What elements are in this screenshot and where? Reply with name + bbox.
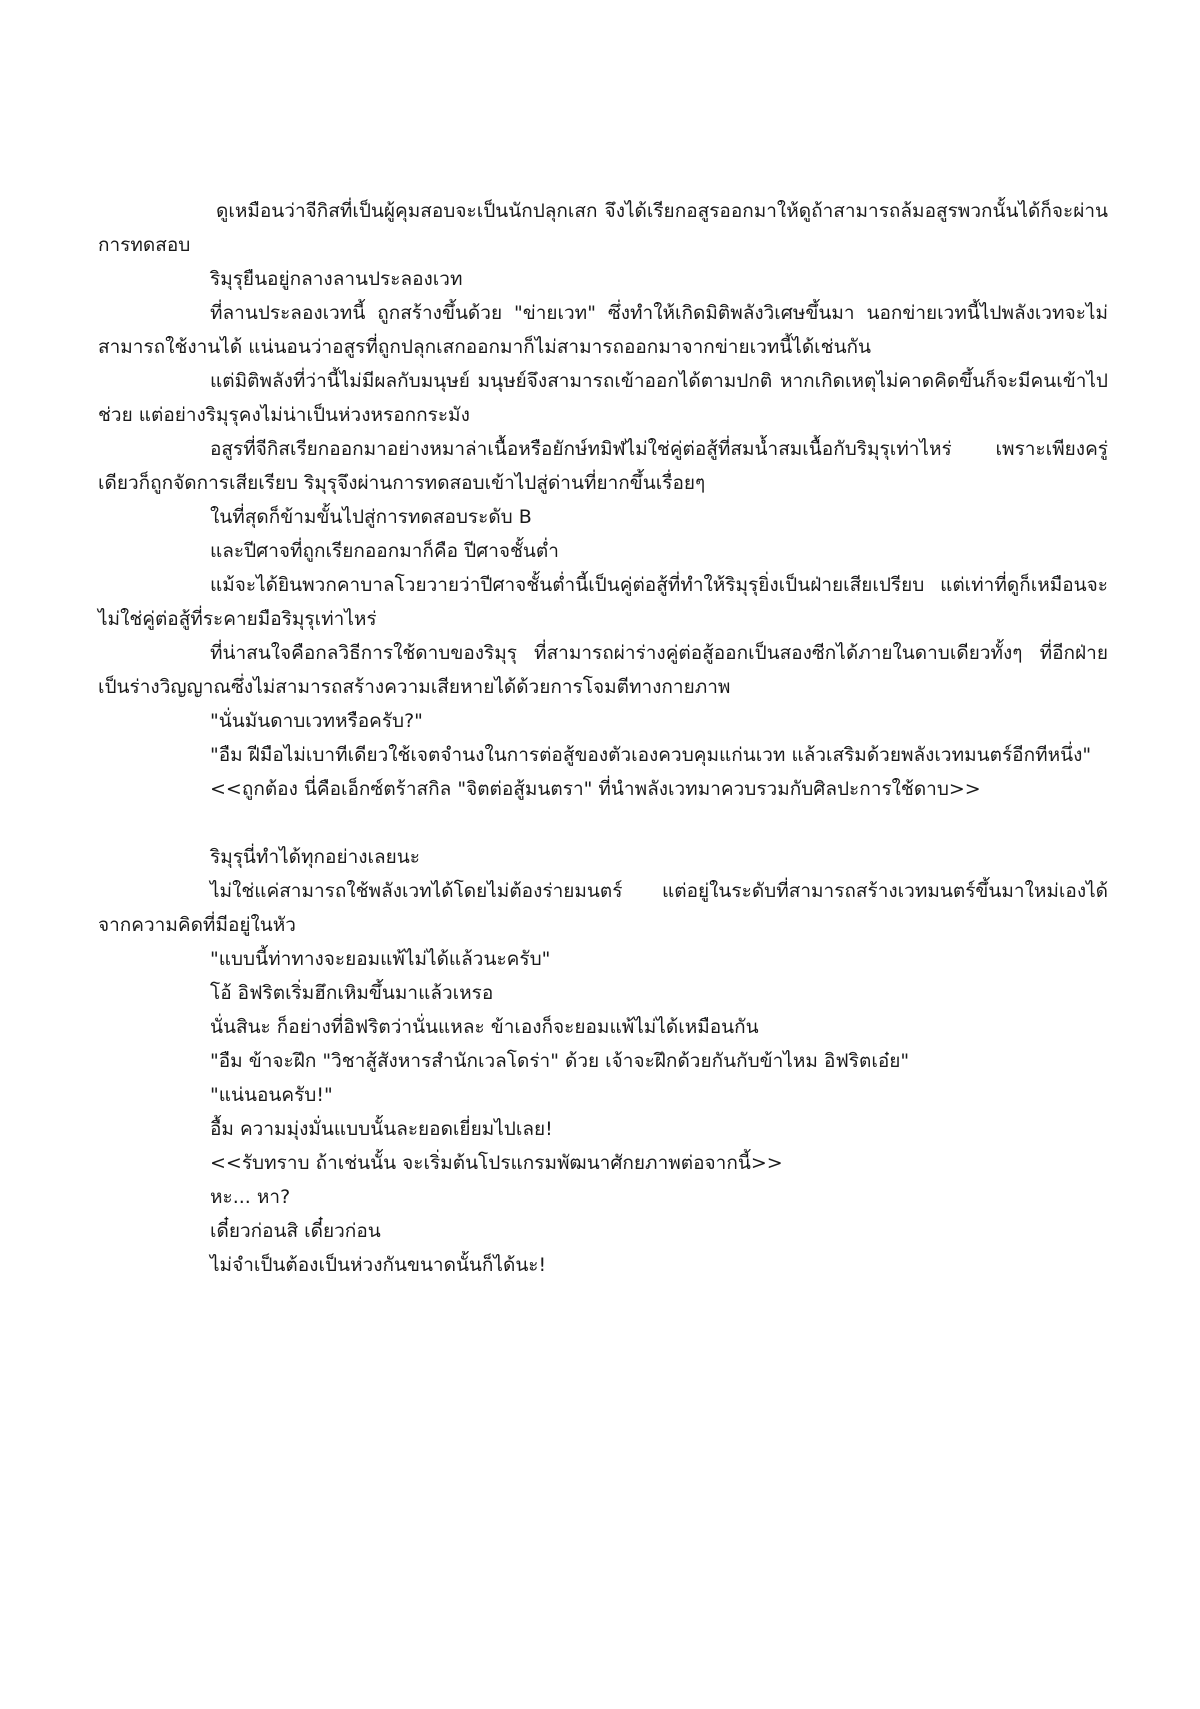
- paragraph: ไม่ใช่แค่สามารถใช้พลังเวทได้โดยไม่ต้องร่ายมนตร์ แต่อยู่ในระดับที่สามารถสร้างเวทมนตร์ขึ้นมาใหม่เองได้ จากความคิดที่มีอยู่ในหัว: [98, 880, 1108, 936]
- paragraph: ในที่สุดก็ข้ามขั้นไปสู่การทดสอบระดับ B: [210, 506, 532, 528]
- paragraph: <<ถูกต้อง นี่คือเอ็กซ์ตร้าสกิล "จิตต่อสู้มนตรา" ที่นำพลังเวทมาควบรวมกับศิลปะการใช้ดาบ>>: [210, 778, 981, 800]
- paragraph: อื้ม ความมุ่งมั่นแบบนั้นละยอดเยี่ยมไปเลย!: [210, 1118, 553, 1140]
- paragraph: <<รับทราบ ถ้าเช่นนั้น จะเริ่มต้นโปรแกรมพัฒนาศักยภาพต่อจากนี้>>: [210, 1152, 783, 1174]
- paragraph: ที่น่าสนใจคือกลวิธีการใช้ดาบของริมุรุ ที่สามารถผ่าร่างคู่ต่อสู้ออกเป็นสองซีกได้ภายในดาบเดียวทั้งๆ ที่อีกฝ่ายเป็นร่างวิญญาณซึ่งไม่สามารถสร้างความเสียหายได้ด้วยการโจมตีทางกายภาพ: [98, 642, 1108, 698]
- paragraph: ที่ลานประลองเวทนี้ ถูกสร้างขึ้นด้วย "ข่ายเวท" ซึ่งทำให้เกิดมิติพลังวิเศษขึ้นมา นอกข่ายเวทนี้ไปพลังเวทจะไม่สามารถใช้งานได้ แน่นอนว่าอสูรที่ถูกปลุกเสกออกมาก็ไม่สามารถออกมาจากข่ายเวทนี้ได้เช่นกัน: [98, 302, 1108, 358]
- paragraph: "นั่นมันดาบเวทหรือครับ?": [210, 710, 423, 732]
- paragraph-gap: [98, 806, 1108, 840]
- paragraph: โอ้ อิฟริตเริ่มฮึกเหิมขึ้นมาแล้วเหรอ: [210, 982, 494, 1004]
- paragraph: และปีศาจที่ถูกเรียกออกมาก็คือ ปีศาจชั้นต่ำ: [210, 540, 559, 562]
- paragraph: ริมุรุยืนอยู่กลางลานประลองเวท: [210, 268, 463, 290]
- paragraph: "อืม ฝีมือไม่เบาทีเดียวใช้เจตจำนงในการต่อสู้ของตัวเองควบคุมแก่นเวท แล้วเสริมด้วยพลังเวทมนตร์อีกทีหนึ่ง": [210, 744, 1092, 766]
- paragraph: นั่นสินะ ก็อย่างที่อิฟริตว่านั่นแหละ ข้าเองก็จะยอมแพ้ไม่ได้เหมือนกัน: [210, 1016, 759, 1038]
- paragraph: "แน่นอนครับ!": [210, 1084, 333, 1106]
- paragraph: หะ... หา?: [210, 1186, 291, 1208]
- paragraph: ริมุรุนี่ทำได้ทุกอย่างเลยนะ: [210, 846, 420, 868]
- paragraph: ดูเหมือนว่าจีกิสที่เป็นผู้คุมสอบจะเป็นนักปลุกเสก จึงได้เรียกอสูรออกมาให้ดูถ้าสามารถล้มอสูรพวกนั้นได้ก็จะผ่านการทดสอบ: [98, 200, 1108, 256]
- paragraph: ไม่จำเป็นต้องเป็นห่วงกันขนาดนั้นก็ได้นะ!: [210, 1254, 547, 1276]
- body-text: [98, 194, 1108, 1282]
- paragraph: เดี๋ยวก่อนสิ เดี๋ยวก่อน: [210, 1220, 381, 1242]
- paragraph: แต่มิติพลังที่ว่านี้ไม่มีผลกับมนุษย์ มนุษย์จึงสามารถเข้าออกได้ตามปกติ หากเกิดเหตุไม่คาดคิดขึ้นก็จะมีคนเข้าไปช่วย แต่อย่างริมุรุคงไม่น่าเป็นห่วงหรอกกระมัง: [98, 370, 1108, 426]
- paragraph: "แบบนี้ท่าทางจะยอมแพ้ไม่ได้แล้วนะครับ": [210, 948, 551, 970]
- paragraph: อสูรที่จีกิสเรียกออกมาอย่างหมาล่าเนื้อหรือยักษ์ทมิฬไม่ใช่คู่ต่อสู้ที่สมน้ำสมเนื้อกับริมุรุเท่าไหร่ เพราะเพียงครู่เดียวก็ถูกจัดการเสียเรียบ ริมุรุจึงผ่านการทดสอบเข้าไปสู่ด่านที่ยากขึ้นเรื่อยๆ: [98, 438, 1108, 494]
- paragraph: "อืม ข้าจะฝึก "วิชาสู้สังหารสำนักเวลโดร่า" ด้วย เจ้าจะฝึกด้วยกันกับข้าไหม อิฟริตเอ๋ย": [210, 1050, 910, 1072]
- paragraph: แม้จะได้ยินพวกคาบาลโวยวายว่าปีศาจชั้นต่ำนี้เป็นคู่ต่อสู้ที่ทำให้ริมุรุยิ่งเป็นฝ่ายเสียเปรียบ แต่เท่าที่ดูก็เหมือนจะไม่ใช่คู่ต่อสู้ที่ระคายมือริมุรุเท่าไหร่: [98, 574, 1108, 630]
